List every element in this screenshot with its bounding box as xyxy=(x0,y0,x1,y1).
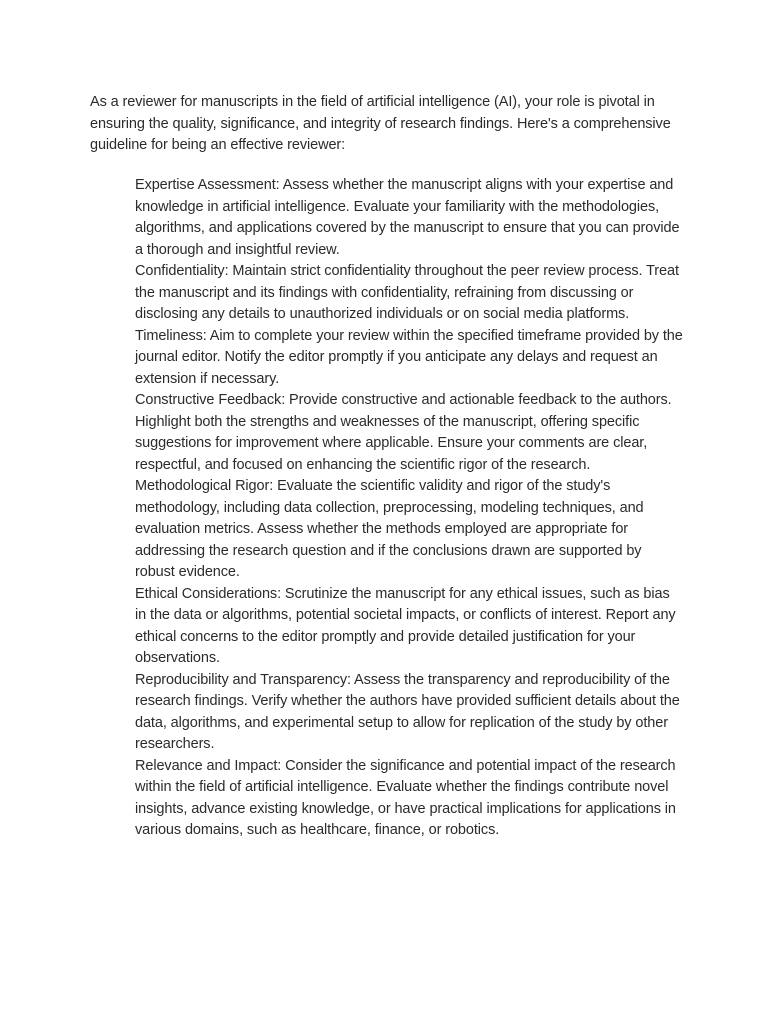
guideline-item-constructive-feedback: Constructive Feedback: Provide constructive and actionable feedback to the authors. Highlight both the strengths and weaknesses of the manuscript, offering specific suggestions for improvement where applicable. Ensure your comments are clear, respectful, and focused on enhancing the scientific rigor of the research. xyxy=(135,392,672,473)
guideline-item-timeliness: Timeliness: Aim to complete your review within the specified timeframe provided by the journal editor. Notify the editor promptly if you anticipate any delays and request an extension if necessary. xyxy=(135,327,683,387)
guideline-item-relevance-impact: Relevance and Impact: Consider the significance and potential impact of the research within the field of artificial intelligence. Evaluate whether the findings contribute novel insights, advance existing knowledge, or have practical implications for applications in various domains, such as healthcare, finance, or robotics. xyxy=(135,757,676,838)
guideline-item-confidentiality: Confidentiality: Maintain strict confidentiality throughout the peer review process. Treat the manuscript and its findings with confidentiality, refraining from discussing or disclosing any details to unauthorized individuals or on social media platforms. xyxy=(135,263,679,322)
guideline-item-ethical-considerations: Ethical Considerations: Scrutinize the manuscript for any ethical issues, such as bias in the data or algorithms, potential societal impacts, or conflicts of interest. Report any ethical concerns to the editor promptly and provide detailed justification for your observations. xyxy=(135,585,676,666)
guideline-item-expertise: Expertise Assessment: Assess whether the manuscript aligns with your expertise and knowledge in artificial intelligence. Evaluate your familiarity with the methodologies, algorithms, and applications covered by the manuscript to ensure that you can provide a thorough and insightful review. xyxy=(135,177,680,258)
guideline-item-methodological-rigor: Methodological Rigor: Evaluate the scientific validity and rigor of the study's methodology, including data collection, preprocessing, modeling techniques, and evaluation metrics. Assess whether the methods employed are appropriate for addressing the research question and if the conclusions drawn are supported by robust evidence. xyxy=(135,478,644,580)
guideline-item-reproducibility: Reproducibility and Transparency: Assess the transparency and reproducibility of the research findings. Verify whether the authors have provided sufficient details about the data, algorithms, and experimental setup to allow for replication of the study by other researchers. xyxy=(135,671,680,752)
guideline-list xyxy=(135,175,683,842)
intro-paragraph: As a reviewer for manuscripts in the field of artificial intelligence (AI), your role is pivotal in ensuring the quality, significance, and integrity of research findings. Here's a comprehensive guideline for being an effective reviewer: xyxy=(90,94,671,153)
